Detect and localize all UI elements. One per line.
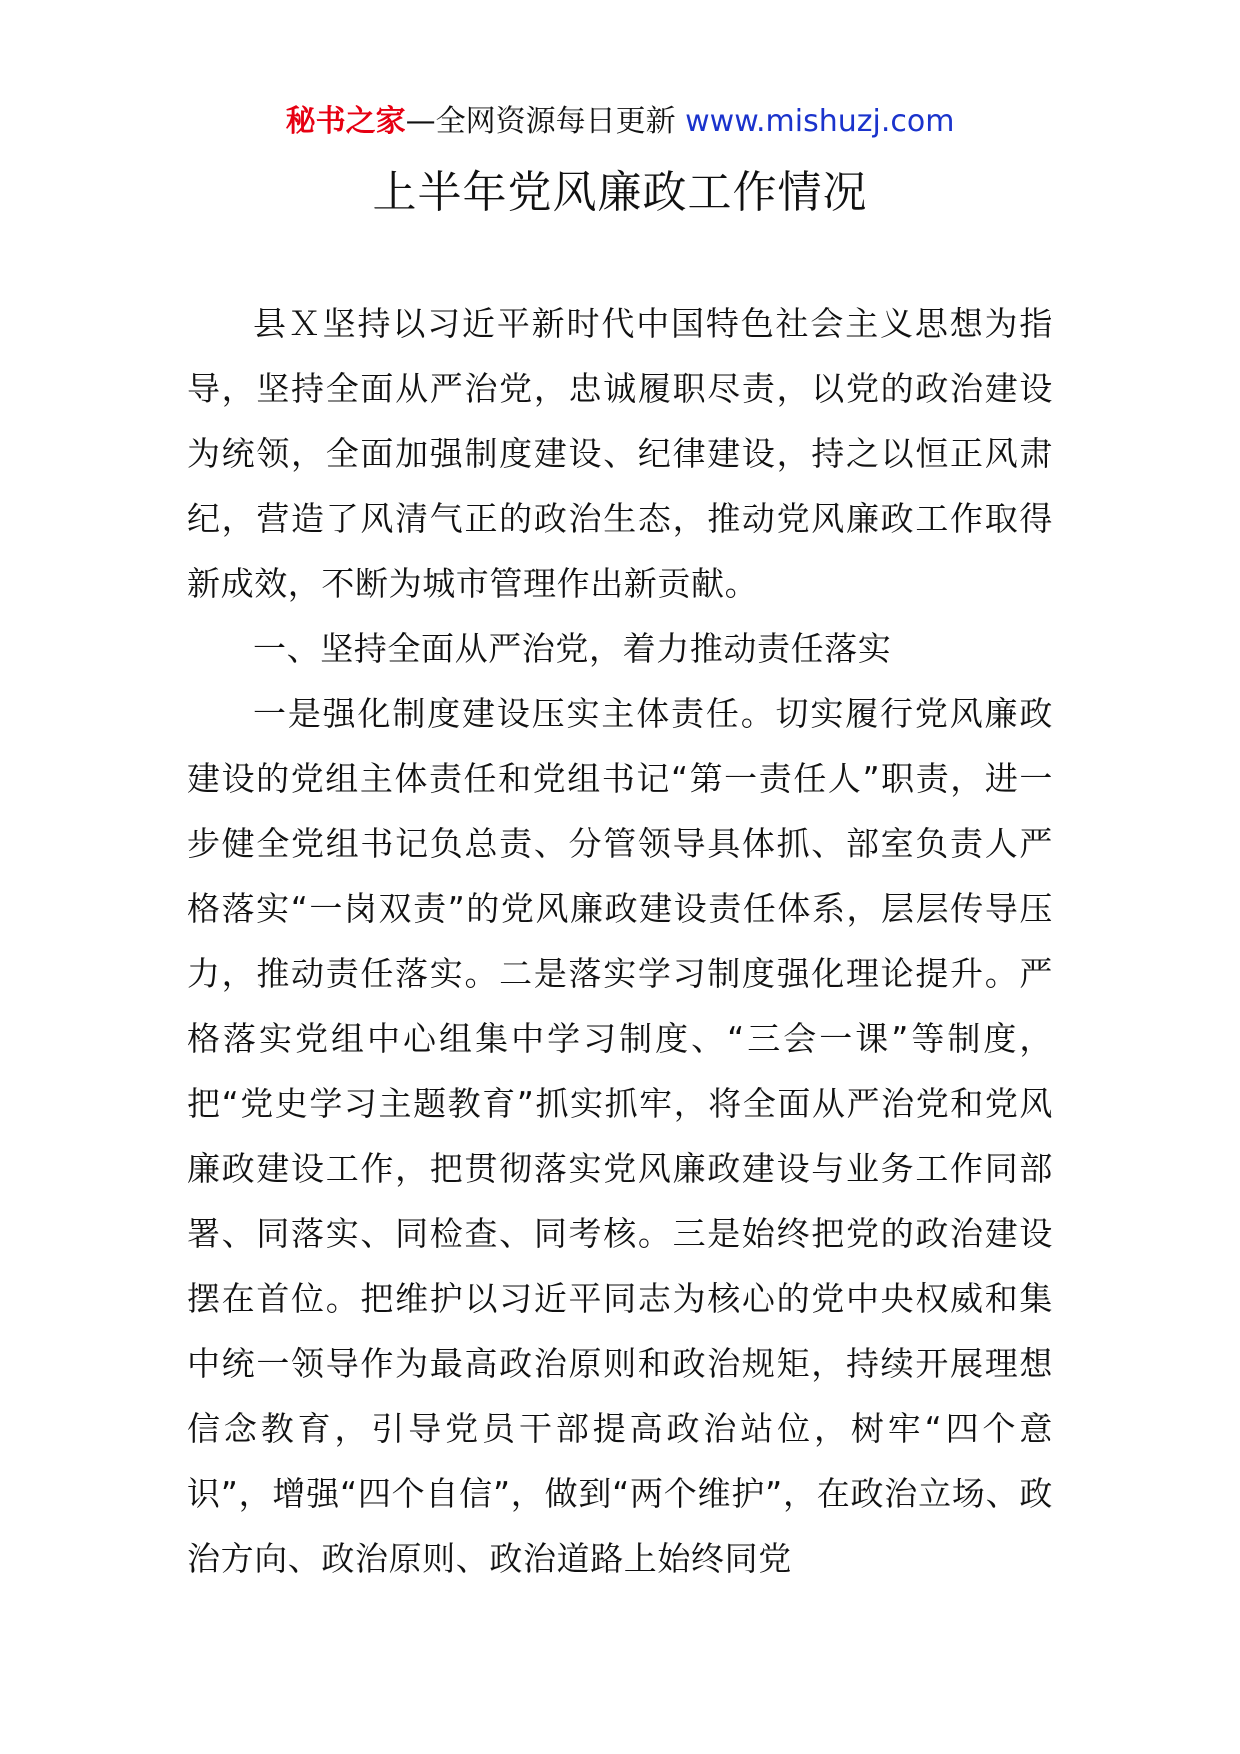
section-paragraph: 一是强化制度建设压实主体责任。切实履行党风廉政建设的党组主体责任和党组书记“第一责任人”职责，进一步健全党组书记负总责、分管领导具体抓、部室负责人严格落实“一岗双责”的党风廉政建设责任体系，层层传导压力，推动责任落实。二是落实学习制度强化理论提升。严格落实党组中心组集中学习制度、“三会一课”等制度，把“党史学习主题教育”抓实抓牢，将全面从严治党和党风廉政建设工作，把贯彻落实党风廉政建设与业务工作同部署、同落实、同检查、同考核。三是始终把党的政治建设摆在首位。把维护以习近平同志为核心的党中央权威和集中统一领导作为最高政治原则和政治规矩，持续开展理想信念教育，引导党员干部提高政治站位，树牢“四个意识”，增强“四个自信”，做到“两个维护”，在政治立场、政治方向、政治原则、政治道路上始终同党 [187,694,1053,1578]
site-header [0,100,1240,144]
document-body [187,291,1053,1591]
intro-paragraph: 县Ｘ坚持以习近平新时代中国特色社会主义思想为指导，坚持全面从严治党，忠诚履职尽责，以党的政治建设为统领，全面加强制度建设、纪律建设，持之以恒正风肃纪，营造了风清气正的政治生态，推动党风廉政工作取得新成效，不断为城市管理作出新贡献。 [187,304,1053,603]
document-title: 上半年党风廉政工作情况 [372,167,868,218]
site-url: www.mishuzj.com [685,104,955,139]
brand-name: 秘书之家 [285,104,406,139]
section-heading: 一、坚持全面从严治党，着力推动责任落实 [253,629,892,668]
site-slogan: —全网资源每日更新 [405,104,676,139]
